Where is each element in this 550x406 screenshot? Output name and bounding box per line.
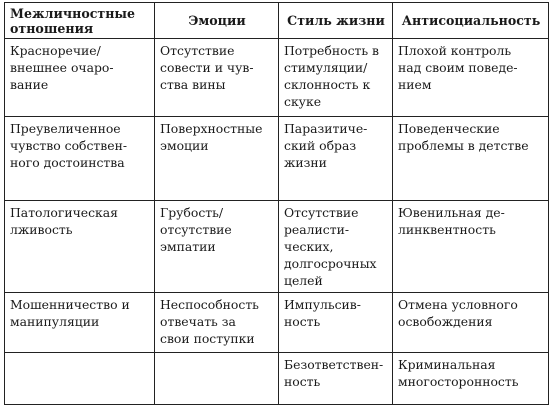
header-lifestyle: Стиль жизни bbox=[279, 3, 393, 39]
table-cell: Неспособность отвечать за свои поступки bbox=[155, 293, 279, 353]
table-cell: Отмена условного освобождения bbox=[393, 293, 549, 353]
table-cell: Поверхностные эмоции bbox=[155, 117, 279, 201]
table-cell: Мошенничество и манипуляции bbox=[5, 293, 155, 353]
table-cell-empty bbox=[5, 353, 155, 405]
table-cell: Криминальная многосторонность bbox=[393, 353, 549, 405]
table-row bbox=[5, 117, 549, 201]
table-row bbox=[5, 39, 549, 117]
table-cell: Грубость/ отсутствие эмпатии bbox=[155, 201, 279, 293]
table-cell: Отсутствие совести и чув- ства вины bbox=[155, 39, 279, 117]
header-interpersonal: Межличностные отношения bbox=[5, 3, 155, 39]
table-cell: Поведенческие проблемы в детстве bbox=[393, 117, 549, 201]
table-cell-empty bbox=[155, 353, 279, 405]
table-cell: Патологическая лживость bbox=[5, 201, 155, 293]
table-cell: Импульсив- ность bbox=[279, 293, 393, 353]
header-emotions: Эмоции bbox=[155, 3, 279, 39]
table-row bbox=[5, 353, 549, 405]
table-row bbox=[5, 293, 549, 353]
header-antisocial: Антисоциальность bbox=[393, 3, 549, 39]
table-cell: Потребность в стимуляции/ склонность к скуке bbox=[279, 39, 393, 117]
table-cell: Безответствен- ность bbox=[279, 353, 393, 405]
table-cell: Преувеличенное чувство собствен- ного достоинства bbox=[5, 117, 155, 201]
psychopathy-traits-table bbox=[4, 2, 549, 405]
table-header-row bbox=[5, 3, 549, 39]
table-cell: Плохой контроль над своим поведе- нием bbox=[393, 39, 549, 117]
table-row bbox=[5, 201, 549, 293]
table-cell: Красноречие/ внешнее очаро- вание bbox=[5, 39, 155, 117]
table-cell: Ювенильная де- линквентность bbox=[393, 201, 549, 293]
table-cell: Паразитиче- ский образ жизни bbox=[279, 117, 393, 201]
table-cell: Отсутствие реалисти- ческих, долгосрочных целей bbox=[279, 201, 393, 293]
